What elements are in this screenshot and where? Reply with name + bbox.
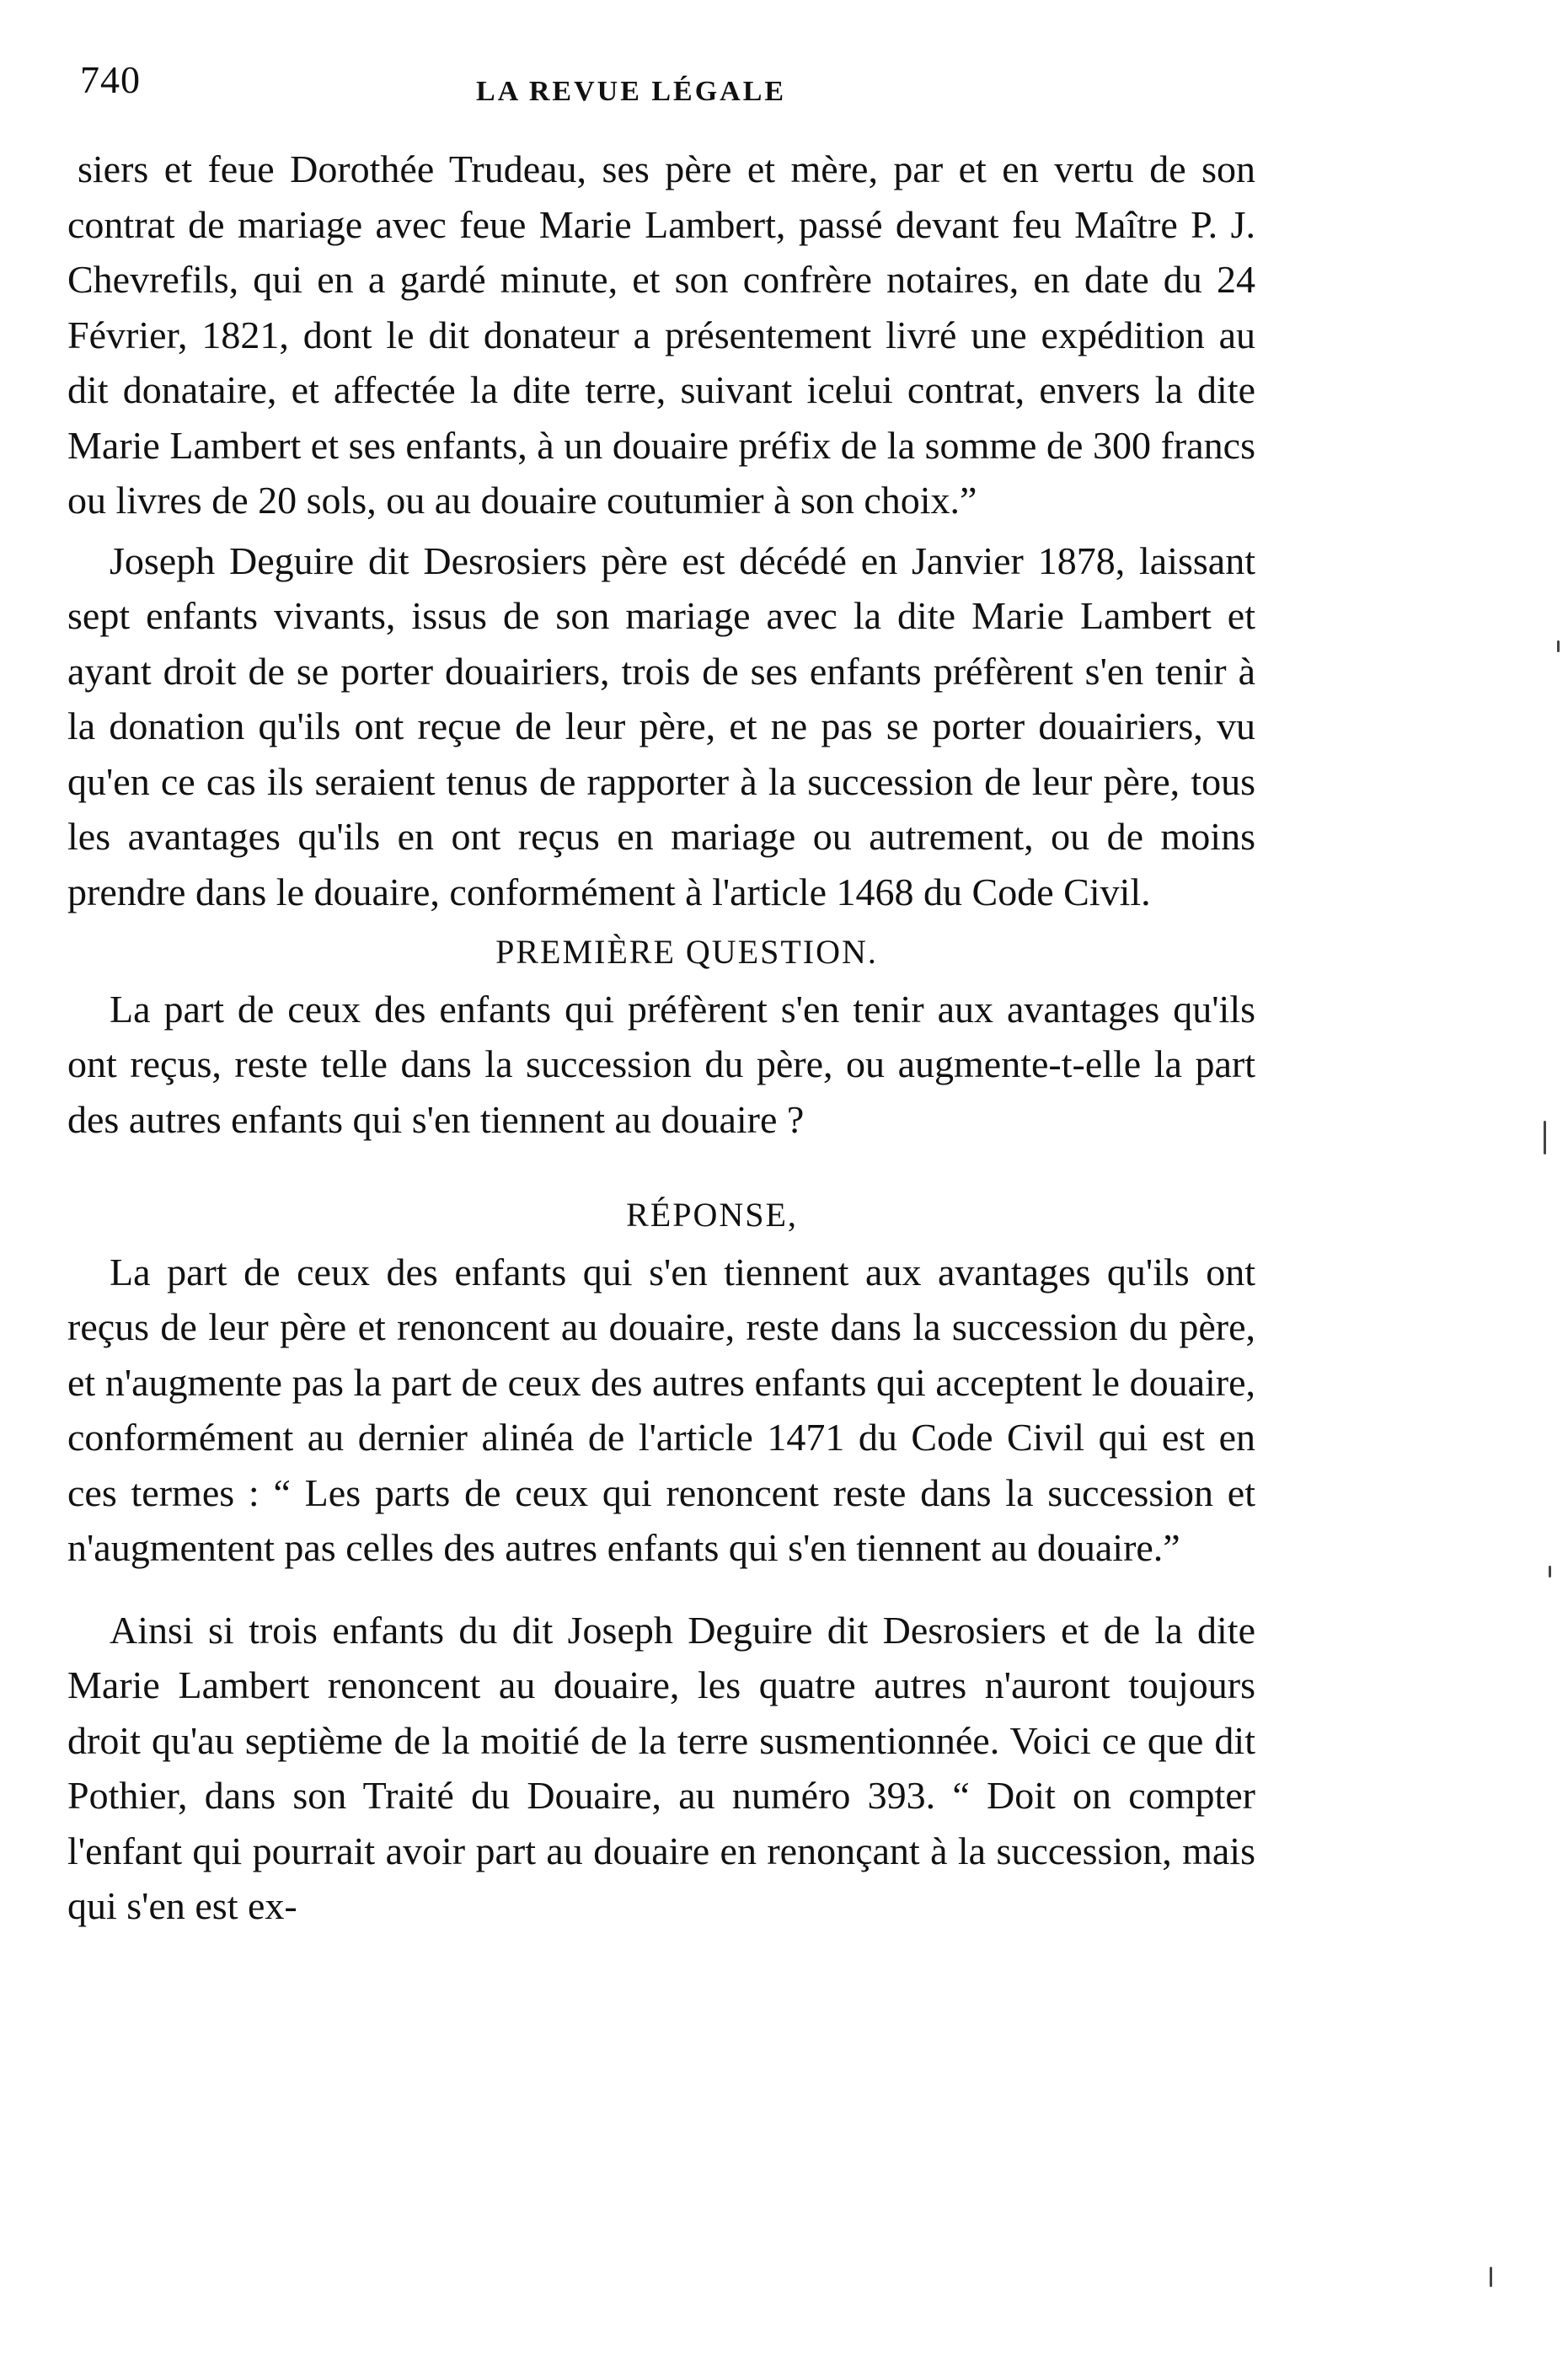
body-text [67, 142, 1255, 1939]
scan-artifact [1549, 1566, 1551, 1577]
heading-reponse: RÉPONSE, [626, 1196, 798, 1234]
paragraph-deces: Joseph Deguire dit Desrosiers père est décédé en Janvier 1878, laissant sept enfants vivants, issus de son mariage avec la dite Marie Lambert et ayant droit de se porter douairiers, trois de ses enfants préfèrent s'en tenir à la donation qu'ils ont reçue de leur père, et ne pas se porter douairiers, vu qu'en ce cas ils seraient tenus de rapporter à la succession de leur père, tous les avantages qu'ils en ont reçus en mariage ou autrement, ou de moins prendre dans le douaire, conformément à l'article 1468 du Code Civil. [67, 538, 1255, 913]
scan-artifact [1490, 2267, 1492, 2287]
paragraph-gap [67, 1581, 1255, 1603]
heading-premiere-question: PREMIÈRE QUESTION. [495, 933, 878, 971]
scan-artifact [1544, 1121, 1546, 1154]
paragraph-continuation: siers et feue Dorothée Trudeau, ses père et mère, par et en vertu de son contrat de mariage avec feue Marie Lambert, passé devant feu Maître P. J. Chevrefils, qui en a gardé minute, et son confrère notaires, en date du 24 Février, 1821, dont le dit donateur a présentement livré une expédition au dit donataire, et affectée la dite terre, suivant icelui contrat, envers la dite Marie Lambert et ses enfants, à un douaire préfix de la somme de 300 francs ou livres de 20 sols, ou au douaire coutumier à son choix.” [67, 147, 1255, 522]
page-header [80, 57, 1260, 116]
paragraph-ainsi: Ainsi si trois enfants du dit Joseph Deguire dit Desrosiers et de la dite Marie Lambert renoncent au douaire, les quatre autres n'auront toujours droit qu'au septième de la moitié de la terre susmentionnée. Voici ce que dit Pothier, dans son Traité du Douaire, au numéro 393. “ Doit on compter l'enfant qui pourrait avoir part au douaire en renonçant à la succession, mais qui s'en est ex- [67, 1608, 1255, 1927]
blank-line [67, 1152, 1255, 1184]
paragraph-reponse: La part de ceux des enfants qui s'en tiennent aux avantages qu'ils ont reçus de leur père et renoncent au douaire, reste dans la succession du père, et n'augmente pas la part de ceux des autres enfants qui acceptent le douaire, conformément au dernier alinéa de l'article 1471 du Code Civil qui est en ces termes : “ Les parts de ceux qui renoncent reste dans la succession et n'augmentent pas celles des autres enfants qui s'en tiennent au douaire.” [67, 1250, 1255, 1569]
page-number: 740 [80, 58, 141, 101]
scan-artifact [1557, 640, 1560, 652]
paragraph-question: La part de ceux des enfants qui préfèrent s'en tenir aux avantages qu'ils ont reçus, reste telle dans la succession du père, ou augmente-t-elle la part des autres enfants qui s'en tiennent au douaire ? [67, 987, 1255, 1141]
running-title: LA REVUE LÉGALE [476, 76, 787, 107]
